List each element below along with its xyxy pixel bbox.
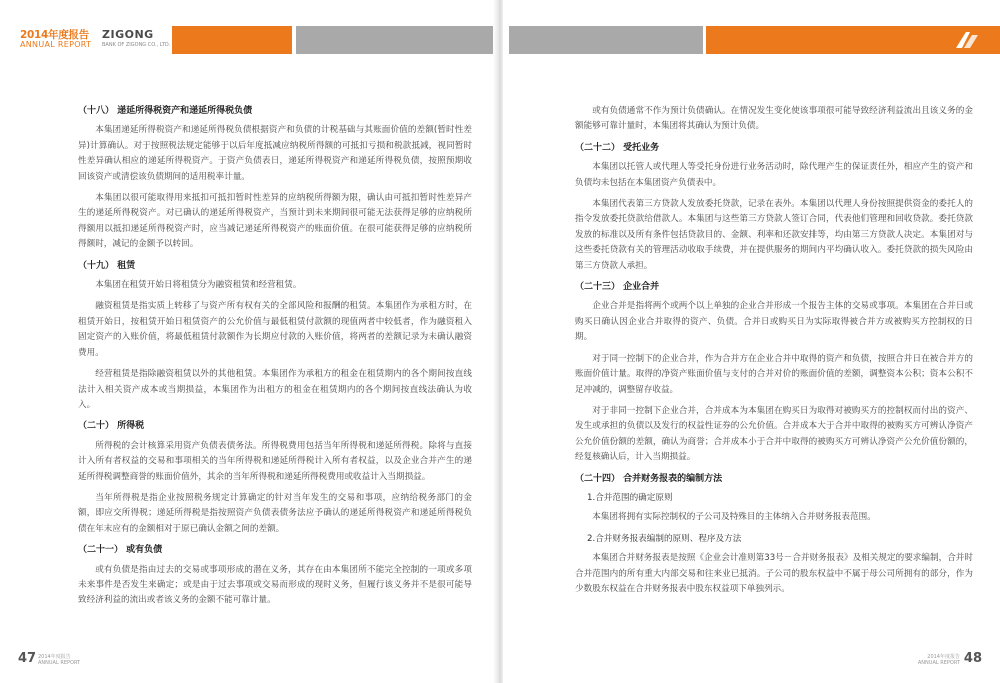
footer-right-sub: ANNUAL REPORT bbox=[917, 660, 960, 666]
report-logo bbox=[20, 26, 100, 54]
page-number-right: 48 bbox=[963, 651, 982, 666]
footer-right-label bbox=[918, 654, 960, 666]
header-gray-bar-right bbox=[509, 26, 703, 54]
para-22-1: 本集团以托管人或代理人等受托身份进行业务活动时，除代理产生的保证责任外，相应产生的资产和负债均未包括在本集团资产负债表中。 bbox=[575, 162, 973, 188]
footer-left-sub: ANNUAL REPORT bbox=[38, 660, 81, 666]
para-23-1: 企业合并是指将两个或两个以上单独的企业合并形成一个报告主体的交易或事项。本集团在合并日或购买日确认因企业合并取得的资产、负债。合并日或购买日为实际取得被合并方或被购买方控制权的日期。 bbox=[575, 301, 973, 343]
footer-left-label bbox=[38, 654, 80, 666]
report-year: 2014年度报告 bbox=[20, 29, 89, 41]
emblem-icon bbox=[954, 30, 980, 50]
brand-logo bbox=[100, 26, 170, 54]
para-18-1: 本集团递延所得税资产和递延所得税负债根据资产和负债的计税基础与其账面价值的差额(暂时性差异)计算确认。对于按照税法规定能够于以后年度抵减应纳税所得额的可抵扣亏损和税款抵减，视同暂时性差异确认相应的递延所得税资产。于资产负债表日，递延所得税资产和递延所得税负债，按照预期收回该资产或清偿该负债期间的适用税率计量。 bbox=[78, 125, 472, 182]
brand-name: ZIGONG bbox=[102, 28, 154, 41]
left-content bbox=[78, 104, 472, 615]
para-21-1: 或有负债是指由过去的交易或事项形成的潜在义务，其存在由本集团所不能完全控制的一项或多项未来事件是否发生来确定；或是由于过去事项或交易而形成的现时义务，但履行该义务并不是很可能导致经济利益的流出或者该义务的金额不能可靠计量。 bbox=[78, 564, 472, 606]
para-20-1: 所得税的会计核算采用资产负债表债务法。所得税费用包括当年所得税和递延所得税。除将与直接计入所有者权益的交易和事项相关的当年所得税和递延所得税计入所有者权益，以及企业合并产生的递延所得税调整商誉的账面价值外，其余的当年所得税和递延所得税费用或收益计入当期损益。 bbox=[78, 440, 472, 482]
para-24-1: 本集团将拥有实际控制权的子公司及特殊目的主体纳入合并财务报表范围。 bbox=[592, 512, 876, 523]
para-19-3: 经营租赁是指除融资租赁以外的其他租赁。本集团作为承租方的租金在租赁期内的各个期间按直线法计入相关资产成本或当期损益，本集团作为出租方的租金在租赁期内的各个期间按直线法确认为收入。 bbox=[78, 369, 472, 410]
heading-19: （十九） 租赁 bbox=[78, 260, 136, 271]
left-page bbox=[0, 0, 497, 683]
heading-24: （二十四） 合并财务报表的编制方法 bbox=[575, 473, 723, 484]
right-content bbox=[575, 104, 973, 603]
header-orange-bar bbox=[172, 26, 292, 54]
para-20-2: 当年所得税是指企业按照税务规定计算确定的针对当年发生的交易和事项，应纳给税务部门的金额，即应交所得税；递延所得税是指按照资产负债表债务法应予确认的递延所得税资产和递延所得税负债在年末应有的金额相对于原已确认金额之间的差额。 bbox=[78, 492, 472, 534]
report-sub: ANNUAL REPORT bbox=[20, 40, 92, 49]
para-18-2: 本集团以很可能取得用来抵扣可抵扣暂时性差异的应纳税所得额为限，确认由可抵扣暂时性差异产生的递延所得税资产。对已确认的递延所得税资产，当预计到未来期间很可能无法获得足够的应纳税所得额用以抵扣递延所得税资产时，应当减记递延所得税资产的账面价值。在很可能获得足够的应纳税所得额时，减记的金额予以转回。 bbox=[78, 193, 472, 250]
right-footer bbox=[892, 651, 982, 667]
brand-sub: BANK OF ZIGONG CO., LTD. bbox=[102, 42, 171, 48]
para-19-1: 本集团在租赁开始日将租赁分为融资租赁和经营租赁。 bbox=[95, 280, 302, 291]
heading-21: （二十一） 或有负债 bbox=[78, 545, 163, 556]
heading-20: （二十） 所得税 bbox=[78, 421, 145, 432]
footer-left-year: 2014年度报告 bbox=[38, 654, 71, 660]
para-21-cont: 或有负债通常不作为预计负债确认。在情况发生变化使该事项很可能导致经济利益流出且该义务的金额能够可靠计量时，本集团将其确认为预计负债。 bbox=[575, 106, 973, 132]
heading-23: （二十三） 企业合并 bbox=[575, 282, 660, 293]
footer-right-year: 2014年度报告 bbox=[927, 654, 960, 660]
page-number-left: 47 bbox=[18, 651, 37, 666]
para-22-2: 本集团代表第三方贷款人发放委托贷款，记录在表外。本集团以代理人身份按照提供资金的委托人的指令发放委托贷款给借款人。本集团与这些第三方贷款人签订合同，代表他们管理和回收贷款。委托贷款发放的标准以及所有条件包括贷款目的、金额、利率和还款安排等，均由第三方贷款人决定。本集团对与这些委托贷款有关的管理活动收取手续费，并在提供服务的期间内平均确认收入。委托贷款的损失风险由第三方贷款人承担。 bbox=[575, 199, 973, 271]
heading-22: （二十二） 受托业务 bbox=[575, 142, 660, 153]
para-23-2: 对于同一控制下的企业合并，作为合并方在企业合并中取得的资产和负债，按照合并日在被合并方的账面价值计量。取得的净资产账面价值与支付的合并对价的账面价值的差额，调整资本公积；资本公积不足冲减的，调整留存收益。 bbox=[575, 353, 973, 395]
para-19-2: 融资租赁是指实质上转移了与资产所有权有关的全部风险和报酬的租赁。本集团作为承租方时，在租赁开始日，按租赁开始日租赁资产的公允价值与最低租赁付款额的现值两者中较低者，作为融资租入固定资产的入账价值，将最低租赁付款额作为长期应付款的入账价值，将两者的差额记录为未确认融资费用。 bbox=[78, 301, 472, 358]
subheading-24-1: 1.合并范围的确定原则 bbox=[587, 492, 673, 503]
para-24-2: 本集团合并财务报表是按照《企业会计准则第33号－合并财务报表》及相关规定的要求编制，合并时合并范围内的所有重大内部交易和往来业已抵消。子公司的股东权益中不属于母公司所拥有的部分，作为少数股东权益在合并财务报表中股东权益项下单独列示。 bbox=[575, 553, 973, 594]
subheading-24-2: 2.合并财务报表编制的原则、程序及方法 bbox=[587, 533, 742, 544]
heading-18: （十八） 递延所得税资产和递延所得税负债 bbox=[78, 106, 253, 116]
para-23-3: 对于非同一控制下企业合并，合并成本为本集团在购买日为取得对被购买方的控制权而付出的资产、发生或承担的负债以及发行的权益性证券的公允价值。合并成本大于合并中取得的被购买方可辨认净资产公允价值份额的差额，确认为商誉；合并成本小于合并中取得的被购买方可辨认净资产公允价值份额的，经复核确认后，计入当期损益。 bbox=[575, 405, 973, 463]
header-gray-bar bbox=[296, 26, 493, 54]
right-page bbox=[503, 0, 1000, 683]
